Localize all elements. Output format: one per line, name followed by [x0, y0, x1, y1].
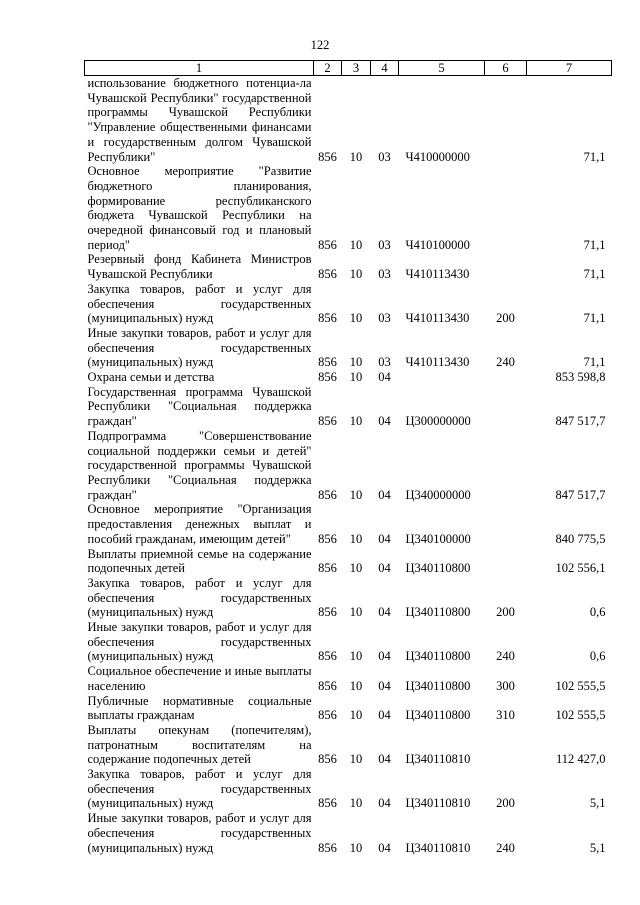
row-name: Социальное обеспечение и иные выплаты населению [87, 664, 312, 693]
header-cell-1: 1 [85, 61, 314, 76]
row-expense-type-code: 200 [496, 311, 515, 326]
row-ministry-code: 856 [318, 796, 337, 811]
row-subsection-code: 04 [378, 370, 391, 385]
row-target-article-code: Ц340000000 [405, 487, 471, 502]
row-ministry-code: 856 [318, 414, 337, 429]
table-row [85, 385, 612, 429]
row-expense-type-code: 200 [496, 605, 515, 620]
row-target-article-code: Ч410113430 [405, 355, 470, 370]
header-cell-2: 2 [314, 61, 342, 76]
header-cell-3: 3 [342, 61, 371, 76]
page-number: 122 [310, 38, 330, 52]
row-target-article-code: Ч410000000 [405, 149, 470, 164]
row-name: Основное мероприятие "Развитие бюджетного планирования, формирование республиканского бюджета Чувашской Республики на очередной финансовый год и плановый период" [87, 164, 312, 252]
row-subsection-code: 04 [378, 531, 391, 546]
row-expense-type-code: 240 [496, 649, 515, 664]
row-section-code: 10 [349, 752, 363, 767]
table-row [85, 723, 612, 767]
row-subsection-code: 04 [378, 605, 391, 620]
row-ministry-code: 856 [318, 267, 337, 282]
row-expense-type-code: 310 [496, 708, 515, 723]
row-subsection-code: 04 [378, 796, 391, 811]
row-ministry-code: 856 [318, 311, 337, 326]
row-section-code: 10 [349, 414, 363, 429]
row-amount: 102 555,5 [555, 678, 606, 693]
header-cell-4: 4 [371, 61, 399, 76]
row-subsection-code: 03 [378, 311, 391, 326]
row-subsection-code: 03 [378, 237, 391, 252]
header-cell-5: 5 [399, 61, 485, 76]
row-ministry-code: 856 [318, 531, 337, 546]
row-ministry-code: 856 [318, 708, 337, 723]
row-subsection-code: 04 [378, 840, 391, 855]
row-section-code: 10 [349, 149, 363, 164]
row-name: Выплаты опекунам (попечителям), патронатным воспитателям на содержание подопечных детей [87, 722, 312, 767]
row-target-article-code: Ц340100000 [405, 531, 471, 546]
row-section-code: 10 [349, 311, 363, 326]
row-section-code: 10 [349, 649, 363, 664]
table-row [85, 502, 612, 546]
table-row [85, 576, 612, 620]
row-subsection-code: 04 [378, 487, 391, 502]
row-ministry-code: 856 [318, 370, 337, 385]
row-name: Основное мероприятие "Организация предоставления денежных выплат и пособий гражданам, имеющим детей" [87, 502, 312, 546]
row-section-code: 10 [349, 531, 363, 546]
row-section-code: 10 [349, 267, 363, 282]
row-section-code: 10 [349, 796, 363, 811]
row-amount: 5,1 [589, 796, 606, 811]
row-target-article-code: Ц340110810 [405, 796, 471, 811]
row-target-article-code: Ц340110800 [405, 649, 471, 664]
row-target-article-code: Ц340110800 [405, 678, 471, 693]
row-section-code: 10 [349, 370, 363, 385]
row-name: Государственная программа Чувашской Республики "Социальная поддержка граждан" [87, 384, 312, 429]
row-name: Резервный фонд Кабинета Министров Чувашской Республики [87, 252, 312, 282]
table-row [85, 326, 612, 370]
table-row [85, 547, 612, 576]
row-expense-type-code [485, 252, 527, 281]
row-amount: 71,1 [583, 311, 606, 326]
table-row [85, 767, 612, 811]
row-subsection-code: 03 [378, 355, 391, 370]
row-ministry-code: 856 [318, 487, 337, 502]
row-name: Иные закупки товаров, работ и услуг для обеспечения государственных (муниципальных) нужд [87, 620, 312, 664]
header-cell-7: 7 [527, 61, 612, 76]
row-name: Публичные нормативные социальные выплаты гражданам [87, 693, 312, 723]
row-expense-type-code [485, 502, 527, 546]
table-row [85, 429, 612, 503]
row-subsection-code: 04 [378, 752, 391, 767]
row-name: Подпрограмма "Совершенствование социальной поддержки семьи и детей" государственной программы Чувашской Республики "Социальная поддержка граждан" [87, 428, 312, 502]
row-amount: 71,1 [583, 237, 606, 252]
table-row [85, 664, 612, 693]
row-expense-type-code [485, 370, 527, 385]
row-subsection-code: 03 [378, 149, 391, 164]
row-section-code: 10 [349, 355, 363, 370]
row-ministry-code: 856 [318, 605, 337, 620]
row-target-article-code: Ч410113430 [405, 311, 470, 326]
row-amount: 853 598,8 [555, 370, 606, 385]
row-section-code: 10 [349, 678, 363, 693]
row-name: использование бюджетного потенциа-ла Чувашской Республики" государственной программы Чувашской Республики "Управление общественными финансами и государственным долгом Чувашской Республики" [87, 76, 312, 164]
row-ministry-code: 856 [318, 355, 337, 370]
row-expense-type-code: 240 [496, 355, 515, 370]
row-name: Выплаты приемной семье на содержание подопечных детей [87, 546, 312, 576]
row-section-code: 10 [349, 708, 363, 723]
row-amount: 0,6 [589, 605, 606, 620]
row-expense-type-code [485, 385, 527, 429]
table-row [85, 252, 612, 281]
row-amount: 71,1 [583, 149, 606, 164]
table-row [85, 620, 612, 664]
row-name: Закупка товаров, работ и услуг для обеспечения государственных (муниципальных) нужд [87, 281, 312, 326]
row-subsection-code: 04 [378, 649, 391, 664]
row-amount: 102 556,1 [555, 561, 606, 576]
row-expense-type-code: 240 [496, 840, 515, 855]
row-subsection-code: 03 [378, 267, 391, 282]
row-ministry-code: 856 [318, 237, 337, 252]
header-row [85, 61, 612, 76]
row-ministry-code: 856 [318, 561, 337, 576]
row-expense-type-code [485, 547, 527, 576]
row-name: Иные закупки товаров, работ и услуг для обеспечения государственных (муниципальных) нужд [87, 811, 312, 855]
row-amount: 71,1 [583, 355, 606, 370]
row-section-code: 10 [349, 487, 363, 502]
row-expense-type-code [485, 76, 527, 165]
row-name: Закупка товаров, работ и услуг для обеспечения государственных (муниципальных) нужд [87, 575, 312, 620]
row-amount: 0,6 [589, 649, 606, 664]
row-target-article-code: Ц340110800 [405, 561, 471, 576]
row-section-code: 10 [349, 840, 363, 855]
row-section-code: 10 [349, 237, 363, 252]
row-target-article-code: Ч410113430 [405, 267, 470, 282]
row-expense-type-code [485, 429, 527, 503]
row-amount: 5,1 [589, 840, 606, 855]
row-target-article-code: Ц340110800 [405, 708, 471, 723]
row-amount: 112 427,0 [555, 752, 606, 767]
table-row [85, 694, 612, 723]
row-ministry-code: 856 [318, 678, 337, 693]
row-expense-type-code [485, 723, 527, 767]
table-row [85, 76, 612, 165]
row-target-article-code: Ц300000000 [405, 414, 471, 429]
row-name: Закупка товаров, работ и услуг для обеспечения государственных (муниципальных) нужд [87, 767, 312, 811]
table-row [85, 811, 612, 855]
row-ministry-code: 856 [318, 752, 337, 767]
row-subsection-code: 04 [378, 678, 391, 693]
table-row [85, 282, 612, 326]
row-target-article-code: Ц340110800 [405, 605, 471, 620]
row-target-article-code: Ц340110810 [405, 840, 471, 855]
row-section-code: 10 [349, 605, 363, 620]
row-target-article-code: Ч410100000 [405, 237, 470, 252]
row-ministry-code: 856 [318, 840, 337, 855]
row-name: Иные закупки товаров, работ и услуг для обеспечения государственных (муниципальных) нужд [87, 325, 312, 370]
row-subsection-code: 04 [378, 708, 391, 723]
row-expense-type-code: 200 [496, 796, 515, 811]
row-amount: 840 775,5 [555, 531, 606, 546]
row-amount: 847 517,7 [555, 487, 606, 502]
budget-table [84, 60, 612, 855]
row-amount: 71,1 [583, 267, 606, 282]
table-row [85, 370, 612, 385]
row-ministry-code: 856 [318, 649, 337, 664]
row-subsection-code: 04 [378, 414, 391, 429]
row-target-article-code: Ц340110810 [405, 752, 471, 767]
row-amount: 847 517,7 [555, 414, 606, 429]
row-name: Охрана семьи и детства [87, 370, 215, 385]
row-ministry-code: 856 [318, 149, 337, 164]
row-section-code: 10 [349, 561, 363, 576]
table-row [85, 164, 612, 252]
row-target-article-code [399, 370, 485, 385]
header-cell-6: 6 [485, 61, 527, 76]
row-expense-type-code [485, 164, 527, 252]
row-amount: 102 555,5 [555, 708, 606, 723]
row-subsection-code: 04 [378, 561, 391, 576]
row-expense-type-code: 300 [496, 678, 515, 693]
